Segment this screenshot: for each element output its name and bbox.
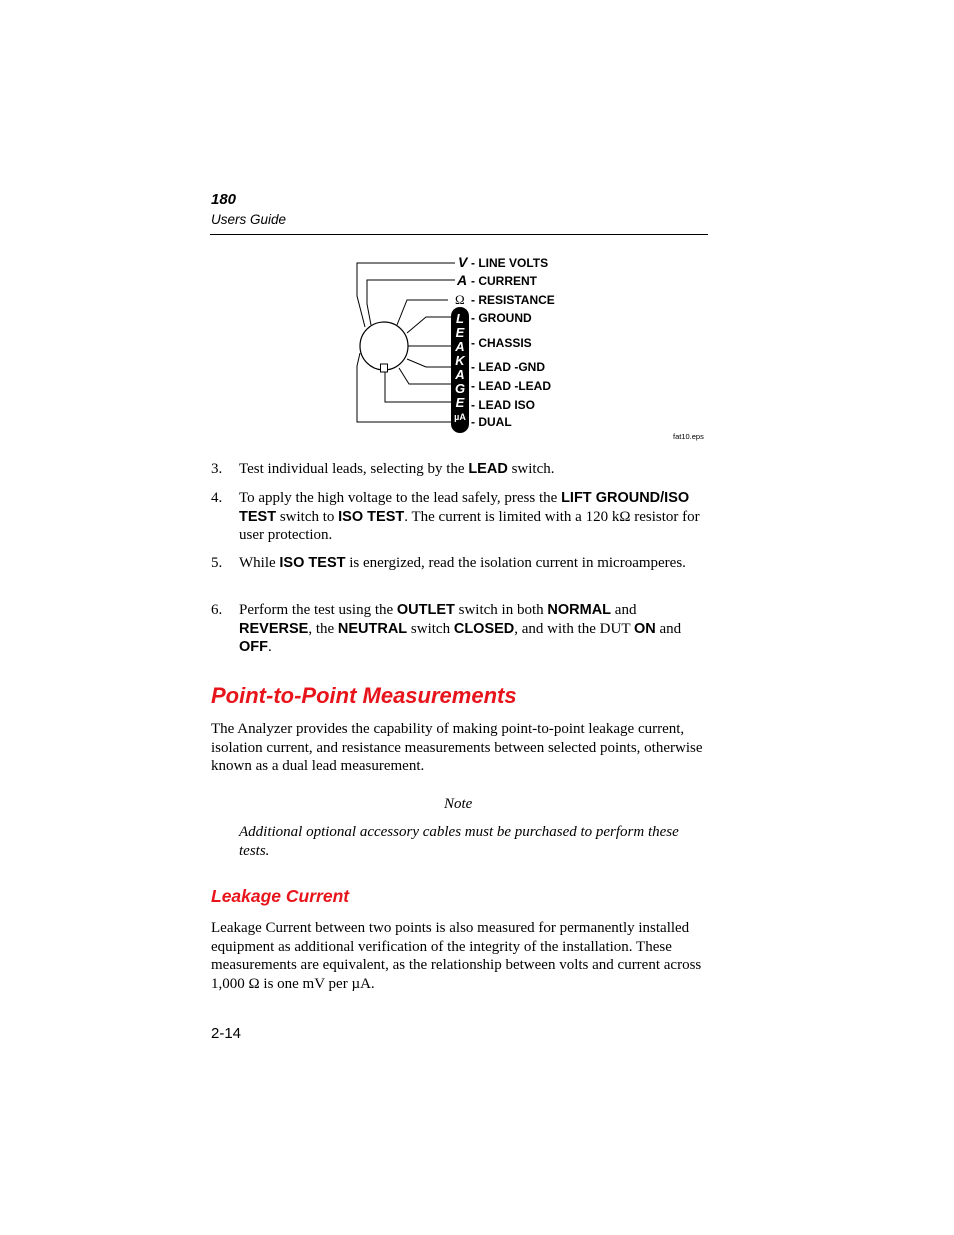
ui-label: OFF <box>239 639 268 656</box>
leakage-letter: G <box>454 381 466 396</box>
step-number: 3. <box>211 461 223 477</box>
section-heading: Point-to-Point Measurements <box>211 683 517 708</box>
label-dual: - DUAL <box>471 415 512 429</box>
step-text <box>239 489 709 545</box>
page-label: 2-14 <box>211 1025 242 1042</box>
label-lead-iso: - LEAD ISO <box>471 398 536 412</box>
text-run: switch to <box>276 508 339 525</box>
ui-label: ON <box>633 620 656 637</box>
figure-caption: fat10.eps <box>673 432 704 441</box>
note-text: Additional optional accessory cables must be purchased to perform these tests. <box>239 824 679 859</box>
label-lead-gnd: - LEAD -GND <box>471 360 545 374</box>
label-line-volts: - LINE VOLTS <box>471 256 549 270</box>
leakage-letter: L <box>456 311 464 326</box>
step-text <box>239 554 709 573</box>
ui-label: NORMAL <box>547 602 612 618</box>
text-run: and <box>611 602 637 618</box>
leakage-letter: K <box>455 353 465 368</box>
ui-label: CLOSED <box>453 620 515 637</box>
running-title: Users Guide <box>211 212 287 227</box>
amps-symbol: A <box>457 272 468 288</box>
leakage-letter: A <box>455 339 465 354</box>
text-run: To apply the high voltage to the lead safely, press the <box>239 490 562 506</box>
text-run: , and with the DUT <box>514 620 634 637</box>
label-chassis: - CHASSIS <box>471 336 532 350</box>
ui-label: ISO TEST <box>279 555 346 571</box>
text-run: Test individual leads, selecting by the <box>239 461 469 477</box>
ui-label: LEAD <box>468 461 508 477</box>
text-run: and <box>655 620 682 637</box>
subsection-text: Leakage Current between two points is also measured for permanently installed equipment as additional verification of the integrity of the installation. These measurements are equivalent, as the relationship between volts and current across 1,000 Ω is one mV per µA. <box>211 920 702 992</box>
text-run: is energized, read the isolation current in microamperes. <box>345 555 686 571</box>
label-lead-lead: - LEAD -LEAD <box>471 379 551 393</box>
leakage-letter: E <box>455 395 465 410</box>
selector-pointer <box>381 364 388 372</box>
text-run: While <box>239 555 280 571</box>
volts-symbol: V <box>458 254 468 270</box>
ui-label: OUTLET <box>396 602 455 618</box>
text-run: switch <box>407 620 454 637</box>
note-heading: Note <box>444 796 473 812</box>
section-intro: The Analyzer provides the capability of making point-to-point leakage current, isolation current, and resistance measurements between selected points, otherwise known as a dual lead measurement. <box>211 721 703 775</box>
step-number: 6. <box>211 602 223 618</box>
text-run: switch in both <box>454 602 548 618</box>
text-run: switch. <box>507 461 555 477</box>
label-resistance: - RESISTANCE <box>471 293 555 307</box>
header-rule <box>210 234 708 235</box>
leakage-letter: A <box>455 367 465 382</box>
text-run: . The current is limited with a 120 kΩ resistor for user protection. <box>239 508 700 544</box>
step-number: 5. <box>211 555 223 571</box>
ohm-symbol: Ω <box>455 292 465 307</box>
text-run: . <box>268 639 272 656</box>
ui-label: ISO TEST <box>338 508 405 525</box>
selector-knob <box>360 322 408 370</box>
leakage-letter: E <box>455 325 465 340</box>
selector-diagram <box>340 248 720 448</box>
text-run: Perform the test using the <box>239 602 397 618</box>
step-text <box>239 460 709 479</box>
label-current: - CURRENT <box>471 274 537 288</box>
text-run: , the <box>308 620 338 637</box>
step-number: 4. <box>211 490 223 506</box>
ui-label: NEUTRAL <box>337 620 408 637</box>
ui-label: LIFT GROUND/ISO TEST <box>239 490 690 525</box>
step-text <box>239 601 709 657</box>
page-number: 180 <box>211 191 237 208</box>
micro-amp-label: µA <box>454 412 466 422</box>
label-ground: - GROUND <box>471 311 532 325</box>
ui-label: REVERSE <box>239 620 309 637</box>
subsection-heading: Leakage Current <box>211 886 350 906</box>
